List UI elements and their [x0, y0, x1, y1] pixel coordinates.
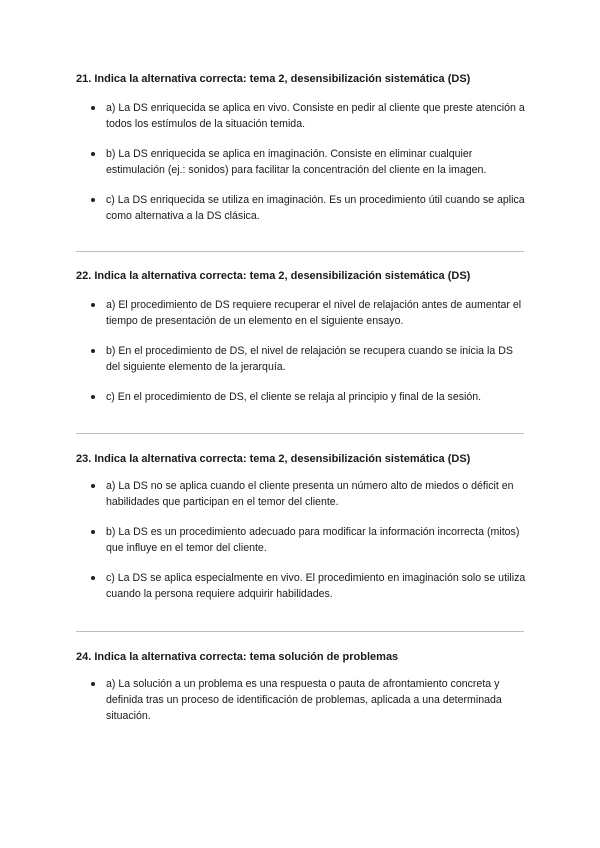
question-24 [76, 650, 528, 724]
option-a: a) La DS no se aplica cuando el cliente presenta un número alto de miedos o déficit en habilidades que participan en el temor del cliente. [76, 478, 528, 510]
option-a: a) El procedimiento de DS requiere recuperar el nivel de relajación antes de aumentar el tiempo de presentación de un elemento en el siguiente ensayo. [76, 297, 528, 329]
option-b: b) La DS enriquecida se aplica en imaginación. Consiste en eliminar cualquier estimulación (ej.: sonidos) para facilitar la concentración del cliente en la imagen. [76, 146, 528, 178]
option-list [76, 297, 528, 405]
option-c: c) En el procedimiento de DS, el cliente se relaja al principio y final de la sesión. [76, 389, 528, 405]
divider [76, 433, 524, 434]
question-title: 23. Indica la alternativa correcta: tema 2, desensibilización sistemática (DS) [76, 453, 471, 465]
option-a: a) La DS enriquecida se aplica en vivo. Consiste en pedir al cliente que preste atención a todos los estímulos de la situación temida. [76, 100, 528, 132]
question-title: 21. Indica la alternativa correcta: tema 2, desensibilización sistemática (DS) [76, 73, 471, 85]
question-22 [76, 269, 528, 405]
divider [76, 631, 524, 632]
option-list [76, 100, 528, 224]
divider [76, 251, 524, 252]
option-c: c) La DS se aplica especialmente en vivo. El procedimiento en imaginación solo se utiliza cuando la persona requiere adquirir habilidades. [76, 570, 528, 602]
question-23 [76, 452, 528, 602]
option-list [76, 676, 528, 724]
option-a: a) La solución a un problema es una respuesta o pauta de afrontamiento concreta y definida tras un proceso de identificación de problemas, aplicada a una determinada situación. [76, 676, 528, 724]
option-b: b) En el procedimiento de DS, el nivel de relajación se recupera cuando se inicia la DS del siguiente elemento de la jerarquía. [76, 343, 528, 375]
option-b: b) La DS es un procedimiento adecuado para modificar la información incorrecta (mitos) que influye en el temor del cliente. [76, 524, 528, 556]
question-title: 22. Indica la alternativa correcta: tema 2, desensibilización sistemática (DS) [76, 270, 471, 282]
option-c: c) La DS enriquecida se utiliza en imaginación. Es un procedimiento útil cuando se aplica como alternativa a la DS clásica. [76, 192, 528, 224]
question-21 [76, 72, 528, 224]
question-title: 24. Indica la alternativa correcta: tema solución de problemas [76, 651, 399, 663]
option-list [76, 478, 528, 602]
